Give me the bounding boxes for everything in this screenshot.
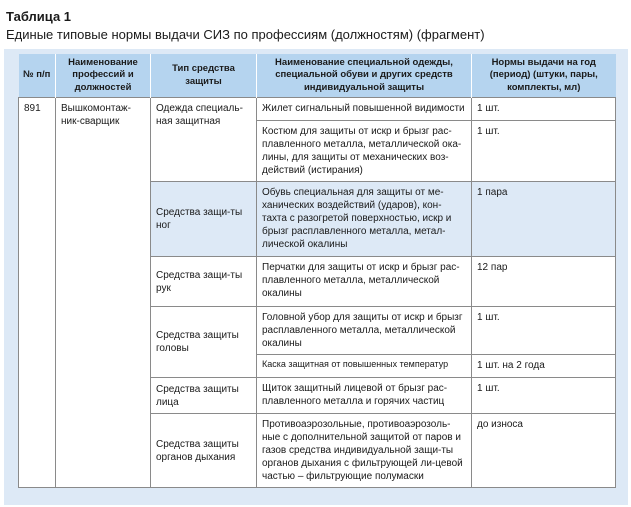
type-respiratory: Средства защиты органов дыхания	[151, 414, 257, 488]
row-profession: Вышкомонтаж-ник-сварщик	[56, 98, 151, 488]
item-name: Костюм для защиты от искр и брызг рас-плавленного металла, металлической ока-лины, для защиты от механических воз-действий (истирания)	[257, 121, 472, 182]
type-face: Средства защиты лица	[151, 378, 257, 414]
row-number: 891	[19, 98, 56, 488]
type-clothing: Одежда специаль-ная защитная	[151, 98, 257, 182]
col-header-profession: Наименование профессий и должностей	[56, 54, 151, 98]
col-header-name: Наименование специальной одежды, специальной обуви и других средств индивидуальной защиты	[257, 54, 472, 98]
table-label: Таблица 1	[6, 9, 72, 24]
type-feet: Средства защи-ты ног	[151, 182, 257, 257]
item-name: Перчатки для защиты от искр и брызг рас-плавленного металла, металлической окалины	[257, 257, 472, 307]
item-norm: до износа	[472, 414, 616, 488]
item-name: Головной убор для защиты от искр и брызг расплавленного металла, металлической окалины	[257, 307, 472, 355]
table-title: Единые типовые нормы выдачи СИЗ по профессиям (должностям) (фрагмент)	[6, 27, 485, 42]
type-hands: Средства защи-ты рук	[151, 257, 257, 307]
table-row	[19, 98, 616, 121]
item-norm: 1 шт.	[472, 378, 616, 414]
item-name: Обувь специальная для защиты от ме-ханических воздействий (ударов), кон-тахта с разогретой поверхностью, искр и брызг расплавленного металла, метал-лической окалины	[257, 182, 472, 257]
col-header-norms: Нормы выдачи на год (период) (штуки, пары, комплекты, мл)	[472, 54, 616, 98]
item-norm: 12 пар	[472, 257, 616, 307]
col-header-type: Тип средства защиты	[151, 54, 257, 98]
item-norm: 1 пара	[472, 182, 616, 257]
ppe-norms-table	[18, 54, 616, 488]
item-norm: 1 шт. на 2 года	[472, 355, 616, 378]
item-norm: 1 шт.	[472, 121, 616, 182]
item-name: Жилет сигнальный повышенной видимости	[257, 98, 472, 121]
col-header-num: № п/п	[19, 54, 56, 98]
item-norm: 1 шт.	[472, 307, 616, 355]
table-header-row	[19, 54, 616, 98]
item-name: Каска защитная от повышенных температур	[257, 355, 472, 378]
item-name: Щиток защитный лицевой от брызг рас-плавленного металла и горячих частиц	[257, 378, 472, 414]
type-head: Средства защиты головы	[151, 307, 257, 378]
item-norm: 1 шт.	[472, 98, 616, 121]
item-name: Противоаэрозольные, противоаэрозоль-ные с дополнительной защитой от паров и газов средства индивидуальной защи-ты органов дыхания с фильтрующей ли-цевой частью – фильтрующие полумаски	[257, 414, 472, 488]
